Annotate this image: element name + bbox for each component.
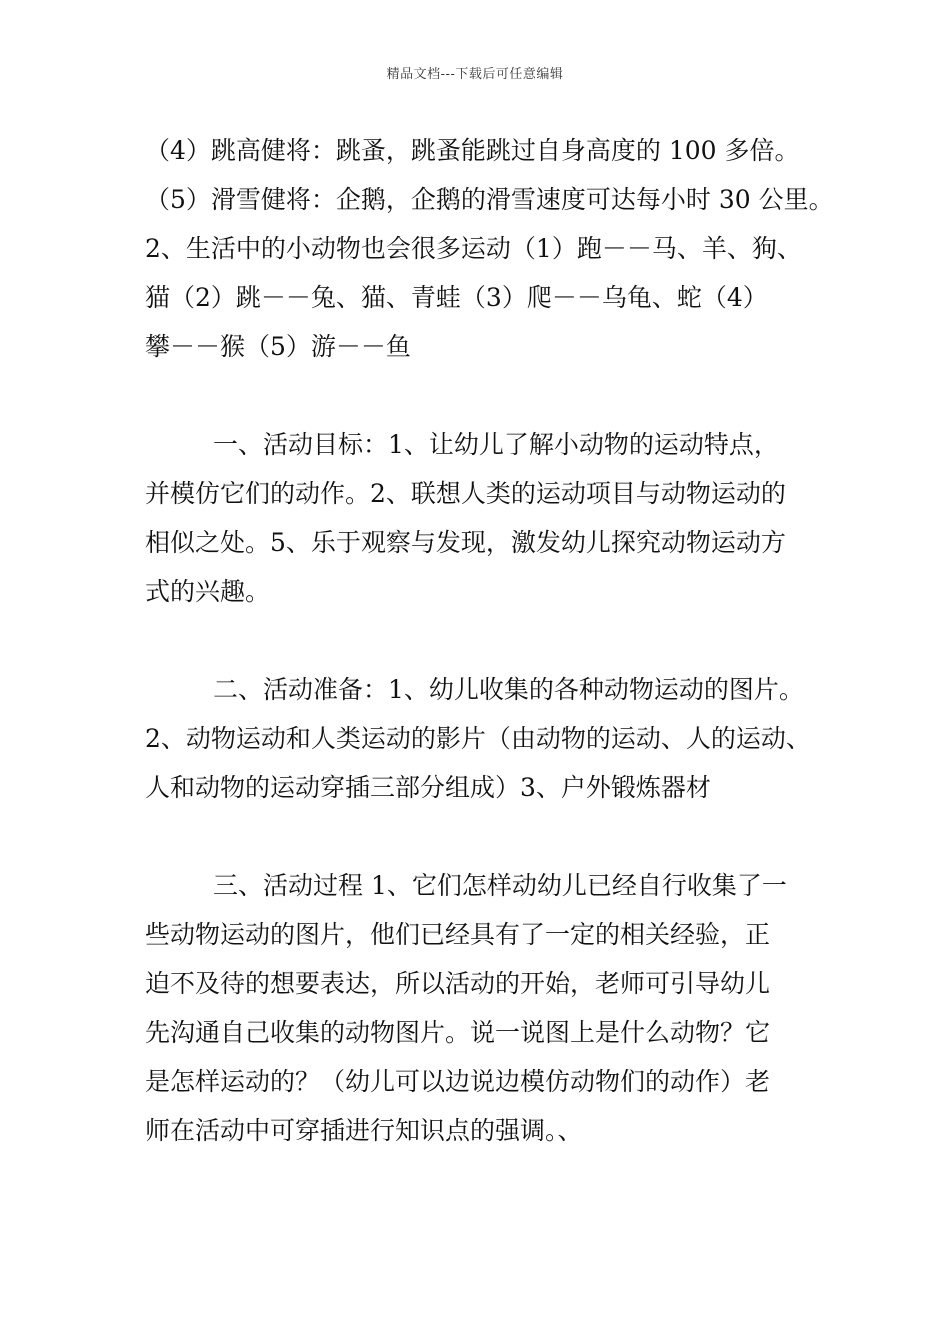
text-line: 二、活动准备：1、幼儿收集的各种动物运动的图片。 (213, 675, 804, 704)
text-line: （4）跳高健将：跳蚤，跳蚤能跳过自身高度的 100 多倍。 (145, 136, 800, 165)
text-line: 并模仿它们的动作。2、联想人类的运动项目与动物运动的 (145, 479, 786, 508)
text-line: 式的兴趣。 (145, 577, 271, 606)
document-body (145, 126, 835, 1155)
text-line: 师在活动中可穿插进行知识点的强调。、 (145, 1116, 583, 1145)
text-line: 一、活动目标：1、让幼儿了解小动物的运动特点， (213, 430, 779, 459)
process-paragraph (145, 861, 835, 1155)
text-line: 攀－－猴（5）游－－鱼 (145, 332, 411, 361)
intro-paragraph (145, 126, 835, 371)
text-line: 些动物运动的图片，他们已经具有了一定的相关经验，正 (145, 920, 771, 949)
paragraph-gap (145, 371, 835, 420)
text-line: 人和动物的运动穿插三部分组成）3、户外锻炼器材 (145, 773, 711, 802)
text-line: 相似之处。5、乐于观察与发现，激发幼儿探究动物运动方 (145, 528, 786, 557)
text-line: 先沟通自己收集的动物图片。说一说图上是什么动物？它 (145, 1018, 771, 1047)
text-line: 迫不及待的想要表达，所以活动的开始，老师可引导幼儿 (145, 969, 771, 998)
preparation-paragraph (145, 665, 835, 812)
text-line: 是怎样运动的？（幼儿可以边说边模仿动物们的动作）老 (145, 1067, 771, 1096)
text-line: （5）滑雪健将：企鹅，企鹅的滑雪速度可达每小时 30 公里。 (145, 185, 834, 214)
text-line: 2、生活中的小动物也会很多运动（1）跑－－马、羊、狗、 (145, 234, 802, 263)
text-line: 三、活动过程 1、它们怎样动幼儿已经自行收集了一 (213, 871, 787, 900)
text-line: 2、动物运动和人类运动的影片（由动物的运动、人的运动、 (145, 724, 811, 753)
goals-paragraph (145, 420, 835, 616)
paragraph-gap (145, 616, 835, 665)
text-line: 猫（2）跳－－兔、猫、青蛙（3）爬－－乌龟、蛇（4） (145, 283, 768, 312)
paragraph-gap (145, 812, 835, 861)
page-header: 精品文档---下载后可任意编辑 (386, 67, 564, 82)
